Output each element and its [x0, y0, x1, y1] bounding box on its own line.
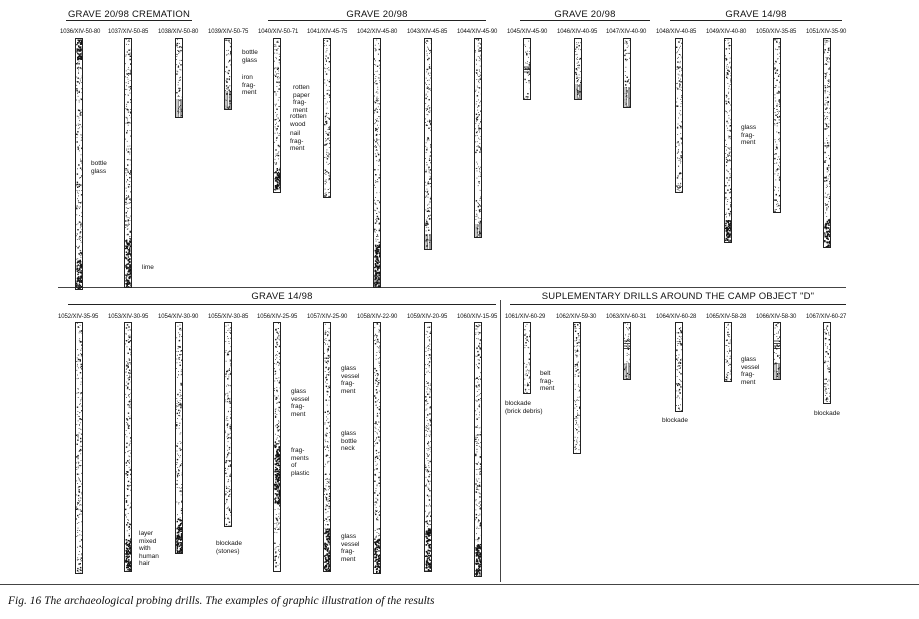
- drill-label: 1040/XIV-50-71: [258, 29, 299, 35]
- annotation-label: glass vessel frag- ment: [741, 356, 760, 386]
- figure-caption: Fig. 16 The archaeological probing drills. The examples of graphic illustration of the results: [8, 595, 435, 607]
- section-title: GRAVE 14/98: [251, 291, 313, 302]
- drill-core: [75, 38, 83, 290]
- drill-fill: [524, 323, 531, 394]
- drill-core: [124, 38, 132, 288]
- section-title: GRAVE 20/98: [346, 9, 408, 20]
- drill-core: [623, 38, 631, 108]
- drill-core: [523, 38, 531, 100]
- drill-label: 1058/XIV-22-90: [357, 314, 398, 320]
- section-underline: [520, 20, 650, 21]
- drill-label: 1038/XIV-50-80: [158, 29, 199, 35]
- drill-fill: [475, 323, 482, 577]
- drill-label: 1053/XIV-30-95: [108, 314, 149, 320]
- annotation-label: glass vessel frag- ment: [341, 365, 360, 395]
- drill-core: [574, 38, 582, 100]
- drill-fill: [774, 39, 781, 213]
- drill-fill: [176, 323, 183, 554]
- drill-label: 1055/XIV-30-85: [208, 314, 249, 320]
- drill-label: 1052/XIV-35-95: [58, 314, 99, 320]
- drill-fill: [425, 39, 432, 250]
- drill-fill: [524, 39, 531, 100]
- annotation-label: blockade (brick debris): [505, 400, 543, 415]
- drill-label: 1044/XIV-45-90: [457, 29, 498, 35]
- annotation-label: nail frag- ment: [290, 130, 305, 152]
- drill-core: [273, 322, 281, 572]
- drill-fill: [76, 39, 83, 290]
- drill-label: 1063/XIV-60-31: [606, 314, 647, 320]
- section-underline: [68, 304, 496, 305]
- drill-label: 1046/XIV-40-95: [557, 29, 598, 35]
- horizontal-divider: [58, 287, 846, 288]
- drill-label: 1059/XIV-20-95: [407, 314, 448, 320]
- drill-label: 1057/XIV-25-90: [307, 314, 348, 320]
- section-underline: [670, 20, 842, 21]
- drill-core: [175, 38, 183, 118]
- drill-core: [424, 38, 432, 250]
- drill-core: [75, 322, 83, 574]
- annotation-label: glass bottle neck: [341, 430, 357, 452]
- drill-label: 1043/XIV-45-85: [407, 29, 448, 35]
- drill-fill: [676, 39, 683, 193]
- section-underline: [510, 304, 846, 305]
- drill-core: [573, 322, 581, 454]
- drill-label: 1037/XIV-50-85: [108, 29, 149, 35]
- annotation-label: glass vessel frag- ment: [291, 388, 310, 418]
- section-title: GRAVE 14/98: [725, 9, 787, 20]
- annotation-label: rotten paper frag- ment: [293, 84, 310, 114]
- annotation-label: frag- ments of plastic: [291, 447, 310, 477]
- section-title: GRAVE 20/98 CREMATION: [67, 9, 191, 20]
- drill-fill: [274, 323, 281, 572]
- annotation-label: blockade: [662, 417, 689, 424]
- drill-fill: [125, 39, 132, 288]
- drill-core: [424, 322, 432, 572]
- drill-label: 1065/XIV-58-28: [706, 314, 747, 320]
- annotation-label: layer mixed with human hair: [139, 530, 159, 567]
- drill-core: [675, 322, 683, 412]
- drill-fill: [274, 39, 281, 193]
- drill-fill: [574, 323, 581, 454]
- drill-core: [623, 322, 631, 380]
- section-underline: [268, 20, 486, 21]
- drill-fill: [824, 39, 831, 248]
- drill-core: [323, 38, 331, 198]
- drill-label: 1049/XIV-40-80: [706, 29, 747, 35]
- drill-core: [373, 38, 381, 288]
- drill-fill: [475, 39, 482, 238]
- annotation-label: blockade: [814, 410, 841, 417]
- annotation-label: glass vessel frag- ment: [341, 533, 360, 563]
- drill-fill: [824, 323, 831, 404]
- drill-core: [523, 322, 531, 394]
- drill-fill: [725, 39, 732, 243]
- drill-core: [823, 38, 831, 248]
- drill-label: 1048/XIV-40-85: [656, 29, 697, 35]
- drill-fill: [575, 39, 582, 100]
- vertical-divider: [500, 300, 501, 582]
- drill-core: [224, 38, 232, 110]
- annotation-label: glass frag- ment: [741, 124, 757, 146]
- section-underline: [66, 20, 192, 21]
- drill-core: [124, 322, 132, 572]
- drill-fill: [425, 323, 432, 572]
- section-title: SUPLEMENTARY DRILLS AROUND THE CAMP OBJECT "D": [541, 291, 815, 302]
- annotation-label: bottle glass: [242, 49, 258, 64]
- drill-fill: [225, 323, 232, 527]
- section-title: GRAVE 20/98: [554, 9, 616, 20]
- drill-core: [675, 38, 683, 193]
- drill-label: 1041/XIV-45-75: [307, 29, 348, 35]
- drill-label: 1061/XIV-60-29: [505, 314, 546, 320]
- drill-fill: [676, 323, 683, 412]
- drill-fill: [225, 39, 232, 110]
- drill-core: [273, 38, 281, 193]
- drill-label: 1050/XIV-35-85: [756, 29, 797, 35]
- drill-fill: [176, 39, 183, 118]
- annotation-label: iron frag- ment: [242, 74, 257, 96]
- drill-label: 1060/XIV-15-95: [457, 314, 498, 320]
- drill-fill: [725, 323, 732, 382]
- drill-fill: [324, 39, 331, 198]
- drill-label: 1056/XIV-25-95: [257, 314, 298, 320]
- drill-core: [724, 322, 732, 382]
- bottom-border: [0, 584, 919, 585]
- drill-core: [474, 322, 482, 577]
- drill-core: [724, 38, 732, 243]
- drill-fill: [125, 323, 132, 572]
- drill-core: [175, 322, 183, 554]
- drill-label: 1064/XIV-60-28: [656, 314, 697, 320]
- drill-label: 1036/XIV-50-80: [60, 29, 101, 35]
- drill-core: [773, 322, 781, 380]
- annotation-label: lime: [142, 264, 154, 271]
- drill-fill: [374, 323, 381, 574]
- annotation-label: bottle glass: [91, 160, 107, 175]
- drill-core: [773, 38, 781, 213]
- drill-fill: [624, 39, 631, 108]
- drill-fill: [774, 323, 781, 380]
- drill-core: [373, 322, 381, 574]
- drill-label: 1054/XIV-30-90: [158, 314, 199, 320]
- drill-label: 1039/XIV-50-75: [208, 29, 249, 35]
- drill-label: 1045/XIV-45-90: [507, 29, 548, 35]
- drill-core: [224, 322, 232, 527]
- drill-core: [474, 38, 482, 238]
- drill-fill: [374, 39, 381, 288]
- annotation-label: rotten wood: [290, 113, 307, 128]
- drill-core: [823, 322, 831, 404]
- drill-core: [323, 322, 331, 572]
- drill-fill: [624, 323, 631, 380]
- drill-label: 1051/XIV-35-90: [806, 29, 847, 35]
- drill-fill: [76, 323, 83, 574]
- drill-label: 1042/XIV-45-80: [357, 29, 398, 35]
- drill-label: 1047/XIV-40-90: [606, 29, 647, 35]
- drill-label: 1062/XIV-59-30: [556, 314, 597, 320]
- annotation-label: belt frag- ment: [540, 370, 555, 392]
- drill-label: 1066/XIV-58-30: [756, 314, 797, 320]
- drill-fill: [324, 323, 331, 572]
- drill-label: 1067/XIV-60-27: [806, 314, 847, 320]
- annotation-label: blockade (stones): [216, 540, 243, 555]
